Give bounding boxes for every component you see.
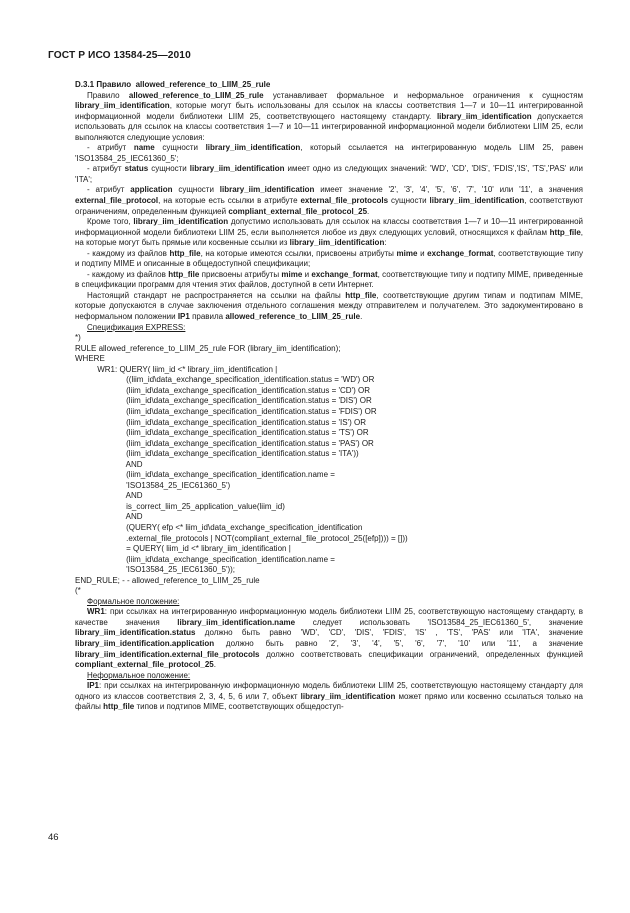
document-body xyxy=(75,80,583,713)
condition-status: - атрибут status сущности library_iim_identification имеет одно из следующих значений: 'WD', 'CD', 'DIS', 'FDIS','IS', 'TS','PAS' или 'ITA'; xyxy=(75,164,583,184)
bold-term: IP1 xyxy=(87,681,100,691)
bold-term: http_file xyxy=(169,248,201,258)
bold-term: library_iim_identification xyxy=(219,185,315,195)
page-number: 46 xyxy=(48,832,59,843)
bold-term: name xyxy=(133,143,155,153)
code-line: (liim_id\data_exchange_specification_identification.status = 'ITA')) xyxy=(75,449,359,459)
paragraph: Настоящий стандарт не распространяется на ссылки на файлы http_file, соответствующие другим типам и подтипам MIME, которые допускаются в случае заключения отдельного соглашения между отправителем и получателем. Это задокументировано в неформальном положении IP1 правила allowed_reference_to_LIIM_25_rule. xyxy=(75,290,583,322)
code-line: (QUERY( efp <* liim_id\data_exchange_specification_identification xyxy=(75,522,363,532)
code-line: (liim_id\data_exchange_specification_identification.status = 'IS') OR xyxy=(75,417,366,427)
bold-term: library_iim_identification xyxy=(133,217,229,227)
bold-term: mime xyxy=(281,269,303,279)
code-line: (liim_id\data_exchange_specification_identification.status = 'FDIS') OR xyxy=(75,406,377,416)
bold-term: external_file_protocol xyxy=(75,196,159,206)
code-line: AND xyxy=(75,512,143,522)
bold-term: library_iim_identification xyxy=(429,196,525,206)
bold-term: allowed_reference_to_LIIM_25_rule xyxy=(128,90,264,100)
bold-term: http_file xyxy=(168,269,200,279)
code-line: 'ISO13584_25_IEC61360_5')); xyxy=(75,565,236,575)
paragraph: Правило allowed_reference_to_LIIM_25_rule устанавливает формальное и неформальное ограничения к сущностям library_iim_identification, которые могут быть использованы для ссылок на классы соответствия 1—7 и 10—11 интегрированной информационной модели библиотеки LIIM 25, соответствующего настоящему стандарту. library_iim_identification допускается использовать для ссылок на классы соответствия 1—7 и 10—11 интегрированной информационной модели библиотеки LIIM 25, если выполняются следующие условия: xyxy=(75,90,584,142)
code-line: RULE allowed_reference_to_LIIM_25_rule FOR (library_iim_identification); xyxy=(75,343,341,353)
bold-term: library_iim_identification xyxy=(75,101,170,111)
code-line: 'ISO13584_25_IEC61360_5') xyxy=(75,480,231,490)
code-line: (liim_id\data_exchange_specification_identification.status = 'PAS') OR xyxy=(75,438,374,448)
bold-term: library_iim_identification xyxy=(289,238,385,248)
code-line: .external_file_protocols | NOT(compliant_external_file_protocol_25([efp]))) = [])) xyxy=(75,533,408,543)
express-spec-label: Спецификация EXPRESS: xyxy=(87,322,186,332)
code-line: (liim_id\data_exchange_specification_identification.name = xyxy=(75,554,335,564)
section-rule-name: allowed_reference_to_LIIM_25_rule xyxy=(135,80,271,89)
condition-name: - атрибут name сущности library_iim_identification, который ссылается на интегрированную модель LIIM 25, равен 'ISO13584_25_IEC61360_5'; xyxy=(75,143,583,163)
bold-term: library_iim_identification.application xyxy=(75,638,215,648)
code-line: AND xyxy=(75,459,143,469)
express-code xyxy=(75,333,583,597)
section-number: D.3.1 Правило xyxy=(75,80,132,89)
bold-term: http_file xyxy=(345,290,377,300)
bold-term: exchange_format xyxy=(311,269,378,279)
condition-mime-public: - каждому из файлов http_file, на которые имеются ссылки, присвоены атрибуты mime и exchange_format, соответствующие типу и подтипу MIME и описанные в общедоступной спецификации; xyxy=(75,248,584,269)
code-line: (liim_id\data_exchange_specification_identification.status = 'DIS') OR xyxy=(75,396,372,406)
bold-term: IP1 xyxy=(177,312,190,322)
code-line: is_correct_liim_25_application_value(liim_id) xyxy=(75,501,285,511)
code-line: AND xyxy=(75,491,143,501)
bold-term: library_iim_identification xyxy=(205,143,301,153)
formal-proposition-label: Формальное положение: xyxy=(87,596,180,606)
bold-term: library_iim_identification.status xyxy=(75,628,196,638)
page-header: ГОСТ Р ИСО 13584-25—2010 xyxy=(48,50,191,61)
bold-term: external_file_protocols xyxy=(300,196,389,206)
bold-term: compliant_external_file_protocol_25 xyxy=(75,660,214,670)
bold-term: http_file xyxy=(549,227,581,237)
code-line: ((liim_id\data_exchange_specification_identification.status = 'WD') OR xyxy=(75,375,375,385)
bold-term: exchange_format xyxy=(427,248,494,258)
bold-term: library_iim_identification xyxy=(436,111,532,121)
informal-proposition-label: Неформальное положение: xyxy=(87,670,191,680)
bold-term: library_iim_identification.external_file_protocols xyxy=(75,649,260,659)
condition-application: - атрибут application сущности library_iim_identification имеет значение '2', '3', '4', '5', '6', '7', '10' или '11', а значения external_file_protocol, на которые есть ссылки в атрибуте external_file_protocols сущности library_iim_identification, соответствуют ограничениям, определенным функцией compliant_external_file_protocol_25. xyxy=(75,185,584,216)
informal-proposition-ip1: IP1: при ссылках на интегрированную информационную модель библиотеки LIIM 25, соответствующую настоящему стандарту для одного из классов соответствия 2, 3, 4, 5, 6 или 7, объект library_iim_identification может прямо или косвенно ссылаться только на файлы http_file типов и подтипов MIME, соответствующих общедоступ- xyxy=(75,681,583,712)
section-heading xyxy=(75,80,583,91)
code-line: (* xyxy=(75,586,81,596)
code-line: WHERE xyxy=(75,354,105,364)
bold-term: http_file xyxy=(103,702,135,712)
bold-term: WR1 xyxy=(87,607,105,617)
bold-term: library_iim_identification.name xyxy=(177,617,296,627)
code-line: WR1: QUERY( liim_id <* library_iim_identification | xyxy=(75,364,278,374)
code-line: (liim_id\data_exchange_specification_identification.status = 'TS') OR xyxy=(75,428,369,438)
bold-term: status xyxy=(124,164,149,174)
bold-term: allowed_reference_to_LIIM_25_rule xyxy=(225,312,361,322)
code-line: END_RULE; - - allowed_reference_to_LIIM_25_rule xyxy=(75,575,260,585)
code-line: (liim_id\data_exchange_specification_identification.name = xyxy=(75,470,335,480)
condition-mime-internet: - каждому из файлов http_file присвоены атрибуты mime и exchange_format, соответствующие типу и подтипу MIME, приведенные в спецификации программ для чтения этих файлов, доступной в сети Интернет. xyxy=(75,269,583,290)
bold-term: library_iim_identification xyxy=(189,164,285,174)
code-line: = QUERY( liim_id <* library_iim_identification | xyxy=(75,544,291,554)
code-line: (liim_id\data_exchange_specification_identification.status = 'CD') OR xyxy=(75,385,370,395)
formal-proposition-wr1: WR1: при ссылках на интегрированную информационную модель библиотеки LIIM 25, соответствующую настоящему стандарту, в качестве значения library_iim_identification.name следует использовать 'ISO13584_25_IEC61360_5', значение library_iim_identification.status должно быть равно 'WD', 'CD', 'DIS', 'FDIS', 'IS' , 'TS', 'PAS' или 'ITA', значение library_iim_identification.application должно быть равно '2', '3', '4', '5', '6', '7', '10' или '11', а значение library_iim_identification.external_file_protocols должно соответствовать спецификации ограничений, определенных функцией compliant_external_file_protocol_25. xyxy=(75,607,583,670)
paragraph: Кроме того, library_iim_identification допустимо использовать для ссылок на классы соответствия 1—7 и 10—11 интегрированной информационной модели библиотеки LIIM 25, если выполняется любое из двух следующих условий, относящихся к файлам http_file, на которые могут быть прямые или косвенные ссылки из library_iim_identification: xyxy=(75,217,584,248)
code-line: *) xyxy=(75,333,81,343)
bold-term: mime xyxy=(396,248,418,258)
bold-term: application xyxy=(130,185,173,195)
bold-term: library_iim_identification xyxy=(300,691,396,701)
bold-term: compliant_external_file_protocol_25 xyxy=(228,206,368,216)
